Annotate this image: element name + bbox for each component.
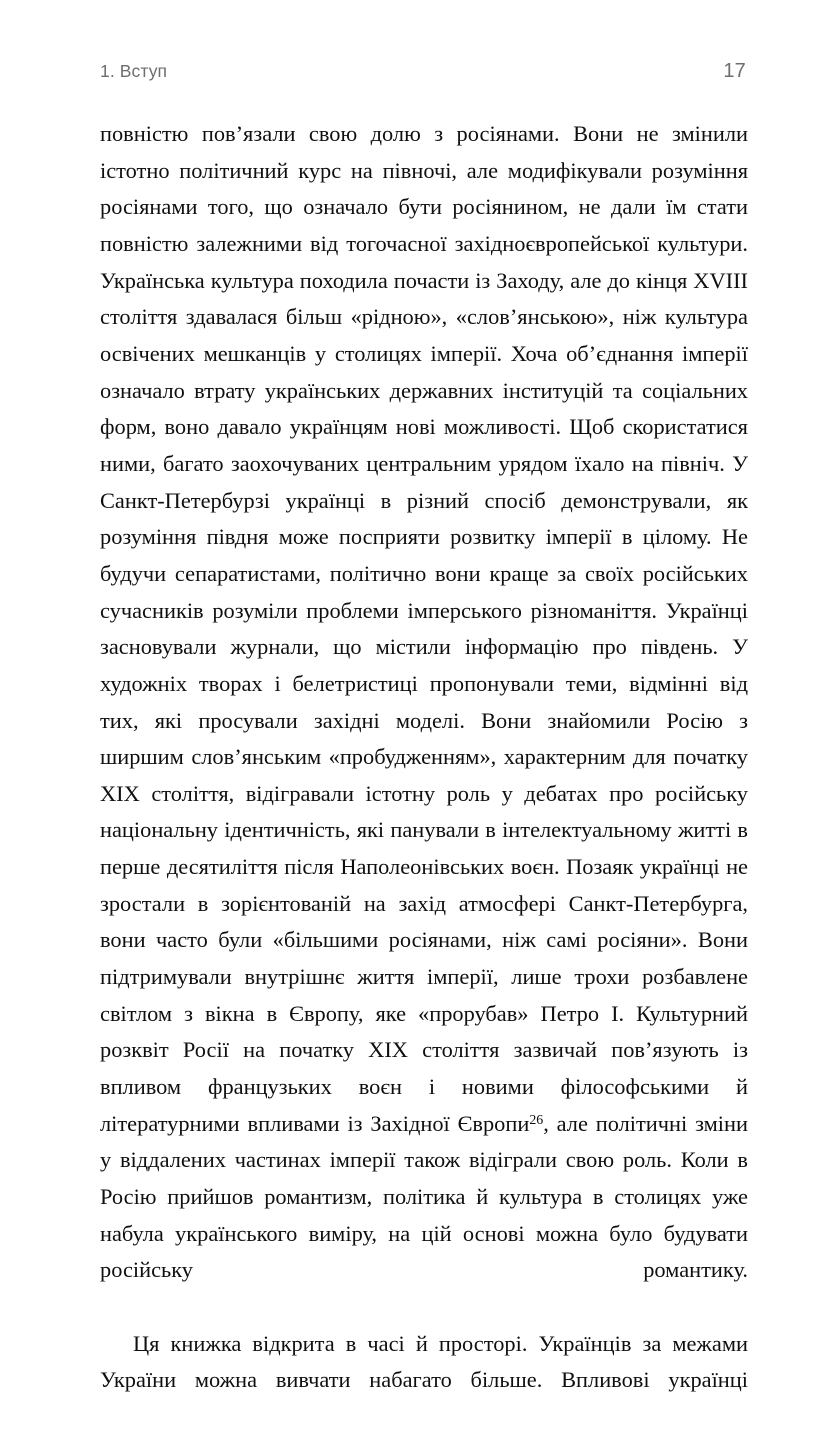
footnote-reference-26[interactable]: 26 — [529, 1112, 544, 1128]
body-text-block — [100, 116, 748, 1436]
page-number: 17 — [723, 60, 746, 82]
paragraph-2-text: Ця книжка відкрита в часі й просторі. Українців за межами України можна вивчати набагато більше. Впливові українці — [100, 1330, 748, 1393]
running-head-chapter-title: 1. Вступ — [100, 61, 168, 81]
paragraph-1-text-after-note: , але політичні зміни у віддалених частинах імперії також відіграли свою роль. Коли в Росію прийшов романтизм, політика й культура в столицях уже набула українського виміру, на цій основі можна було будувати російську романтику. — [100, 1110, 748, 1283]
paragraph-1 — [100, 116, 748, 1326]
paragraph-2 — [100, 1326, 748, 1436]
paragraph-1-text-before-note: повністю пов’язали свою долю з росіянами. Вони не змінили істотно політичний курс на півночі, але модифікували розуміння росіянами того, що означало бути росіянином, не дали їм стати повністю залежними від тогочасної західноєвропейської культури. Українська культура походила почасти із Заходу, але до кінця XVIII століття здавалася більш «рідною», «слов’янською», ніж культура освічених мешканців у столицях імперії. Хоча об’єднання імперії означало втрату українських державних інституцій та соціальних форм, воно давало українцям нові можливості. Щоб скористатися ними, багато заохочуваних центральним урядом їхало на північ. У Санкт-Петербурзі українці в різний спосіб демонстрували, як розуміння півдня може посприяти розвитку імперії в цілому. Не будучи сепаратистами, політично вони краще за своїх російських сучасників розуміли проблеми імперського різноманіття. Українці засновували журнали, що містили інформацію про південь. У художніх творах і белетристиці пропонували теми, відмінні від тих, які просували західні моделі. Вони знайомили Росію з ширшим слов’янським «пробудженням», характерним для початку XIX століття, відігравали істотну роль у дебатах про російську національну ідентичність, які панували в інтелектуальному житті в перше десятиліття після Наполеонівських воєн. Позаяк українці не зростали в зорієнтованій на захід атмосфері Санкт-Петербурга, вони часто були «більшими росіянами, ніж самі росіяни». Вони підтримували внутрішнє життя імперії, лише трохи розбавлене світлом з вікна в Європу, яке «прорубав» Петро I. Культурний розквіт Росії на початку XIX століття зазвичай пов’язують із впливом французьких воєн і новими філософськими й літературними впливами із Західної Європи — [100, 121, 748, 1136]
running-head — [100, 60, 746, 86]
